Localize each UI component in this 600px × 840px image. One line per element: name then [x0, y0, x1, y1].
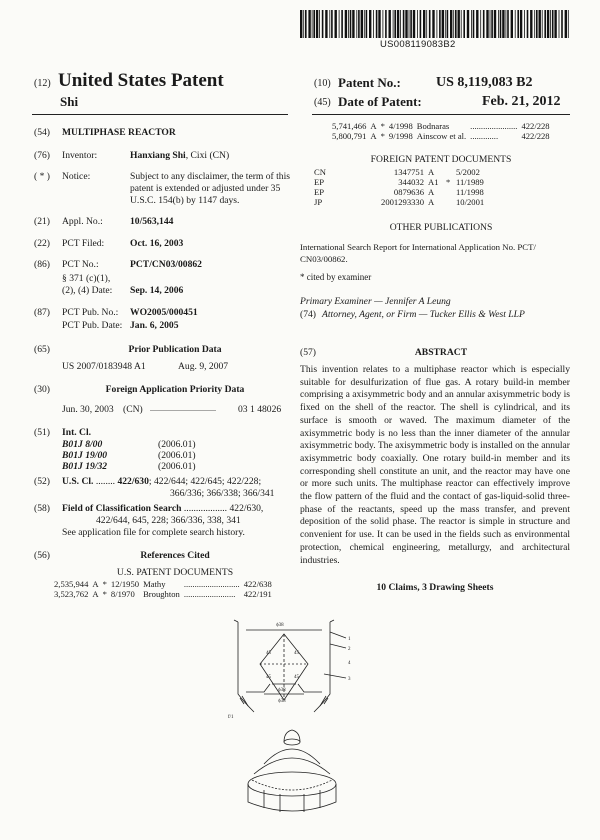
drawing-label: 45: [294, 675, 299, 680]
doc-class: 422/228: [521, 121, 550, 131]
doc-country: JP: [314, 197, 323, 207]
barcode-bar: [389, 10, 391, 38]
patent-date: Feb. 21, 2012: [482, 94, 561, 109]
barcode-bar: [393, 10, 394, 38]
refs-title: References Cited: [140, 550, 210, 561]
field-search-2: 422/644, 645, 228; 366/336, 338, 341: [96, 515, 241, 526]
barcode-bar: [385, 10, 387, 38]
code-notice: ( * ): [34, 171, 50, 182]
barcode-bar: [420, 10, 422, 38]
doc-kind: A: [428, 167, 435, 177]
table-row: [312, 167, 486, 177]
prior-pub-title: Prior Publication Data: [128, 344, 222, 355]
doc-star: *: [446, 177, 451, 187]
barcode-bar: [437, 10, 438, 38]
barcode-bar: [423, 10, 425, 38]
pct-pub-no-label: PCT Pub. No.:: [62, 307, 119, 318]
doc-dots: ........................: [183, 589, 236, 599]
table-row: [52, 579, 274, 589]
other-pubs-title: OTHER PUBLICATIONS: [389, 222, 493, 233]
barcode-bar: [530, 10, 532, 38]
doc-date: 4/1998: [388, 121, 413, 131]
notice-line: Subject to any disclaimer, the term of this: [130, 171, 291, 182]
uscl-label: U.S. Cl.: [62, 476, 94, 487]
barcode-bar: [397, 10, 399, 38]
pct-filed: Oct. 16, 2003: [130, 238, 184, 249]
barcode-bar: [461, 10, 462, 38]
doc-class: 422/191: [243, 589, 272, 599]
inventor-label: Inventor:: [62, 150, 98, 161]
barcode-bar: [490, 10, 491, 38]
barcode-bar: [329, 10, 330, 38]
header-rule-left: [32, 114, 288, 115]
barcode-bar: [352, 10, 354, 38]
barcode-bar: [517, 10, 519, 38]
barcode-bar: [450, 10, 452, 38]
foreign-docs-title: FOREIGN PATENT DOCUMENTS: [370, 154, 512, 165]
annular-body-left: [246, 684, 270, 692]
barcode-bar: [467, 10, 469, 38]
doc-star: [444, 167, 454, 177]
doc-date: 11/1998: [456, 187, 484, 197]
barcode-bar: [312, 10, 313, 38]
s371-line: (2), (4) Date:: [62, 285, 113, 296]
barcode-bar: [471, 10, 472, 38]
barcode-bar: [561, 10, 563, 38]
barcode-bar: [453, 10, 454, 38]
code-10: (10): [314, 78, 331, 89]
table-row: [312, 197, 486, 207]
intcl-label: Int. Cl.: [62, 427, 92, 438]
barcode-bar: [339, 10, 340, 38]
code-87: (87): [34, 307, 50, 318]
barcode-bar: [361, 10, 363, 38]
barcode-bar: [539, 10, 541, 38]
priority-date: Jun. 30, 2003: [62, 404, 114, 415]
barcode-bar: [373, 10, 374, 38]
barcode-bar: [366, 10, 368, 38]
doc-star: *: [380, 121, 385, 131]
barcode-bar: [369, 10, 371, 38]
drawing-label: f/1: [228, 715, 234, 720]
code-76: (76): [34, 150, 50, 161]
barcode-bar: [498, 10, 499, 38]
drawing-label: 3: [348, 677, 351, 682]
barcode-bar: [527, 10, 529, 38]
prior-pub-date: Aug. 9, 2007: [178, 361, 229, 372]
date-label: Date of Patent:: [338, 94, 422, 109]
code-56: (56): [34, 550, 50, 561]
barcode-bar: [442, 10, 444, 38]
drawing-label: 4: [348, 661, 351, 666]
cited-note: * cited by examiner: [300, 272, 372, 282]
doc-no: 344032: [398, 177, 424, 187]
uscl-rest: ; 422/644; 422/645; 422/228;: [148, 476, 262, 487]
doc-no: 2,535,944: [54, 579, 89, 589]
uscl-rest-2: 366/336; 366/338; 366/341: [170, 488, 275, 499]
drawing-label: 1: [348, 637, 351, 642]
barcode-bar: [400, 10, 401, 38]
barcode-bar: [429, 10, 431, 38]
foreign-docs-table: [312, 167, 486, 207]
code-45: (45): [314, 97, 331, 108]
drawing-label: ϕ38: [278, 699, 286, 704]
intcl-code: B01J 19/32: [62, 461, 108, 472]
other-pub-line: International Search Report for International Application No. PCT/: [300, 242, 536, 252]
intcl-version: (2006.01): [158, 439, 196, 450]
barcode-bar: [405, 10, 407, 38]
doc-date: 5/2002: [456, 167, 480, 177]
intcl-version: (2006.01): [158, 461, 196, 472]
barcode-bar: [350, 10, 352, 38]
barcode-bar: [383, 10, 384, 38]
barcode-bar: [524, 10, 525, 38]
barcode-bar: [507, 10, 509, 38]
barcode-bar: [305, 10, 307, 38]
notice-label: Notice:: [62, 171, 91, 182]
field-search-1: 422/630,: [229, 503, 264, 514]
doc-no: 0879636: [393, 187, 424, 197]
barcode-bar: [413, 10, 415, 38]
barcode-bar: [463, 10, 465, 38]
doc-dots: ..........................: [183, 579, 240, 589]
pct-no-label: PCT No.:: [62, 259, 99, 270]
doc-name: Ainscow et al.: [416, 131, 467, 141]
doc-star: *: [102, 589, 107, 599]
barcode-bar: [536, 10, 538, 38]
barcode-bar: [515, 10, 516, 38]
doc-country: EP: [314, 177, 325, 187]
table-row: [52, 589, 274, 599]
doc-name: Broughton: [143, 589, 180, 599]
barcode-bar: [520, 10, 522, 38]
barcode-bar: [308, 10, 310, 38]
us-docs-table: [52, 579, 274, 599]
doc-name: Mathy: [143, 579, 166, 589]
doc-date: 11/1989: [456, 177, 484, 187]
barcode-bar: [439, 10, 441, 38]
doc-kind: A: [92, 579, 99, 589]
patent-no: US 8,119,083 B2: [436, 75, 533, 90]
us-docs-cont-table: [330, 121, 552, 141]
barcode-bar: [502, 10, 504, 38]
barcode-number: US008119083B2: [380, 39, 456, 50]
barcode-bar: [376, 10, 378, 38]
barcode-bar: [410, 10, 412, 38]
barcode-bar: [491, 10, 493, 38]
intcl-code: B01J 8/00: [62, 439, 103, 450]
reactor-drawing: [224, 614, 374, 822]
code-52: (52): [34, 476, 50, 487]
attorney: Attorney, Agent, or Firm — Tucker Ellis & West LLP: [322, 309, 525, 320]
uscl-dots: ........: [95, 476, 116, 487]
barcode-bar: [547, 10, 549, 38]
barcode-bar: [494, 10, 496, 38]
barcode-bar: [559, 10, 560, 38]
barcode-bar: [378, 10, 380, 38]
doc-kind: A1: [428, 177, 439, 187]
barcode-bar: [319, 10, 320, 38]
code-58: (58): [34, 503, 50, 514]
barcode-bar: [568, 10, 569, 38]
pct-no: PCT/CN03/00862: [130, 259, 202, 270]
barcode-bar: [313, 10, 315, 38]
annular-body-right: [298, 684, 322, 692]
doc-class: 422/638: [243, 579, 272, 589]
doc-kind: A: [428, 187, 435, 197]
drawing-label: 45: [294, 651, 299, 656]
barcode-bar: [500, 10, 502, 38]
doc-kind: A: [428, 197, 435, 207]
barcode-bar: [534, 10, 535, 38]
barcode-bar: [458, 10, 460, 38]
barcode-bar: [358, 10, 360, 38]
table-row: [330, 131, 552, 141]
priority-dots: .................................: [150, 404, 216, 413]
doc-date: 8/1970: [110, 589, 135, 599]
barcode-bar: [417, 10, 418, 38]
drawing-label: 2: [348, 647, 351, 652]
code-30: (30): [34, 384, 50, 395]
barcode-bar: [348, 10, 349, 38]
patent-no-label: Patent No.:: [338, 75, 401, 90]
intcl-version: (2006.01): [158, 450, 196, 461]
s371-line: § 371 (c)(1),: [62, 273, 111, 284]
doc-class: 422/228: [521, 131, 550, 141]
reactor-perspective-view: [248, 730, 336, 812]
doc-no: 3,523,762: [54, 589, 89, 599]
barcode-bar: [426, 10, 427, 38]
field-dots: ..................: [183, 503, 228, 514]
barcode-bar: [432, 10, 434, 38]
code-74: (74): [300, 309, 316, 320]
doc-no: 2001293330: [381, 197, 424, 207]
doc-country: EP: [314, 187, 325, 197]
doc-kind: A: [92, 589, 99, 599]
barcode-bar: [300, 10, 302, 38]
notice-line: patent is extended or adjusted under 35: [130, 183, 281, 194]
doc-dots: ......................: [470, 121, 518, 131]
abstract-text: This invention relates to a multiphase reactor which is especially suitable for desulfurization of flue gas. A rotary build-in member comprising a axisymmetric body and an annular axisymmetric body is fixed on the shell of the reactor. The shell is cylindrical, and its surface is smooth or waved. The maximum diameter of the axisymmetric body is no less than the inner diameter of the annular axisymmetric body. The axisymmetric body is installed on the annular axisymmetric body coaxially. One rotary build-in member and its corresponding shell constitute an unit, and the reactor may have one or more such units. The multiphase reactor can effectively improve the flow pattern of the fluid and the contact of gas-liquid-solid three-phase of the reactants, speed up the mass transfer, and prevent deposition of the solid phase. The reactor is simple in structure and convenient for use. It can be used in the fields such as environmental protection, chemical engineering, metallurgy, and architectural industries.: [300, 364, 570, 566]
other-pub-line: CN03/00862.: [300, 254, 348, 264]
barcode-bar: [345, 10, 347, 38]
code-57: (57): [300, 347, 316, 358]
barcode-bar: [554, 10, 556, 38]
doc-country: CN: [314, 167, 326, 177]
barcode-bar: [322, 10, 324, 38]
doc-no: 5,741,466: [332, 121, 367, 131]
barcode: [300, 10, 570, 38]
doc-star: [444, 187, 454, 197]
inventor-surname: Shi: [60, 94, 79, 109]
field-search-note: See application file for complete search history.: [62, 527, 245, 538]
inventor-location: , Cixi (CN): [185, 150, 230, 161]
barcode-bar: [445, 10, 446, 38]
doc-name: Bodnaras: [416, 121, 450, 131]
drawing-label: 45: [266, 651, 271, 656]
prior-pub-no: US 2007/0183948 A1: [62, 361, 146, 372]
code-21: (21): [34, 216, 50, 227]
table-row: [312, 177, 486, 187]
doc-dots: .............: [470, 131, 499, 141]
barcode-bar: [544, 10, 546, 38]
code-51: (51): [34, 427, 50, 438]
pct-pub-date: Jan. 6, 2005: [130, 320, 179, 331]
barcode-bar: [473, 10, 475, 38]
pct-pub-date-label: PCT Pub. Date:: [62, 320, 123, 331]
barcode-bar: [552, 10, 554, 38]
notice-line: U.S.C. 154(b) by 1147 days.: [130, 195, 240, 206]
pct-pub-no: WO2005/000451: [130, 307, 198, 318]
inventor-name: Hanxiang Shi: [130, 150, 186, 161]
appl-no: 10/563,144: [130, 216, 174, 227]
barcode-bar: [409, 10, 410, 38]
barcode-bar: [486, 10, 488, 38]
field-search-label: Field of Classification Search: [62, 503, 182, 514]
intcl-code: B01J 19/00: [62, 450, 108, 461]
priority-country: (CN): [123, 404, 143, 415]
claims-line: 10 Claims, 3 Drawing Sheets: [376, 582, 494, 593]
appl-label: Appl. No.:: [62, 216, 103, 227]
barcode-bar: [455, 10, 457, 38]
pct-filed-label: PCT Filed:: [62, 238, 105, 249]
doc-star: *: [380, 131, 385, 141]
barcode-bar: [394, 10, 396, 38]
code-12: (12): [34, 78, 51, 89]
barcode-bar: [356, 10, 357, 38]
code-54: (54): [34, 127, 50, 138]
barcode-bar: [565, 10, 567, 38]
barcode-bar: [325, 10, 327, 38]
patent-heading: United States Patent: [58, 70, 224, 91]
invention-title: MULTIPHASE REACTOR: [62, 127, 176, 138]
barcode-bar: [483, 10, 485, 38]
abstract-title: ABSTRACT: [414, 347, 468, 358]
barcode-bar: [480, 10, 481, 38]
code-22: (22): [34, 238, 50, 249]
primary-examiner: Primary Examiner — Jennifer A Leung: [300, 296, 451, 307]
barcode-bar: [364, 10, 365, 38]
table-row: [330, 121, 552, 131]
barcode-bar: [303, 10, 304, 38]
drawing-label: ϕ38: [276, 623, 284, 628]
priority-no: 03 1 48026: [238, 404, 282, 415]
header-rule-right: [312, 114, 570, 115]
doc-star: *: [102, 579, 107, 589]
us-docs-title: U.S. PATENT DOCUMENTS: [116, 567, 234, 578]
barcode-bar: [506, 10, 507, 38]
code-65: (65): [34, 344, 50, 355]
barcode-bar: [550, 10, 551, 38]
doc-date: 9/1998: [388, 131, 413, 141]
uscl-main: 422/630: [117, 476, 149, 487]
barcode-bar: [511, 10, 513, 38]
drawing-label: 45: [266, 675, 271, 680]
barcode-bar: [335, 10, 337, 38]
doc-no: 5,800,791: [332, 131, 367, 141]
doc-kind: A: [370, 131, 377, 141]
barcode-bar: [403, 10, 405, 38]
barcode-bar: [341, 10, 343, 38]
doc-kind: A: [370, 121, 377, 131]
barcode-bar: [476, 10, 478, 38]
doc-no: 1347751: [393, 167, 424, 177]
foreign-priority-title: Foreign Application Priority Data: [105, 384, 245, 395]
drawing-label: ϕ38: [278, 688, 286, 693]
barcode-bar: [542, 10, 543, 38]
code-86: (86): [34, 259, 50, 270]
s371-date: Sep. 14, 2006: [130, 285, 184, 296]
barcode-bar: [331, 10, 333, 38]
doc-star: [444, 197, 454, 207]
doc-date: 10/2001: [456, 197, 485, 207]
table-row: [312, 187, 486, 197]
barcode-bar: [316, 10, 318, 38]
barcode-bar: [447, 10, 449, 38]
doc-date: 12/1950: [110, 579, 140, 589]
